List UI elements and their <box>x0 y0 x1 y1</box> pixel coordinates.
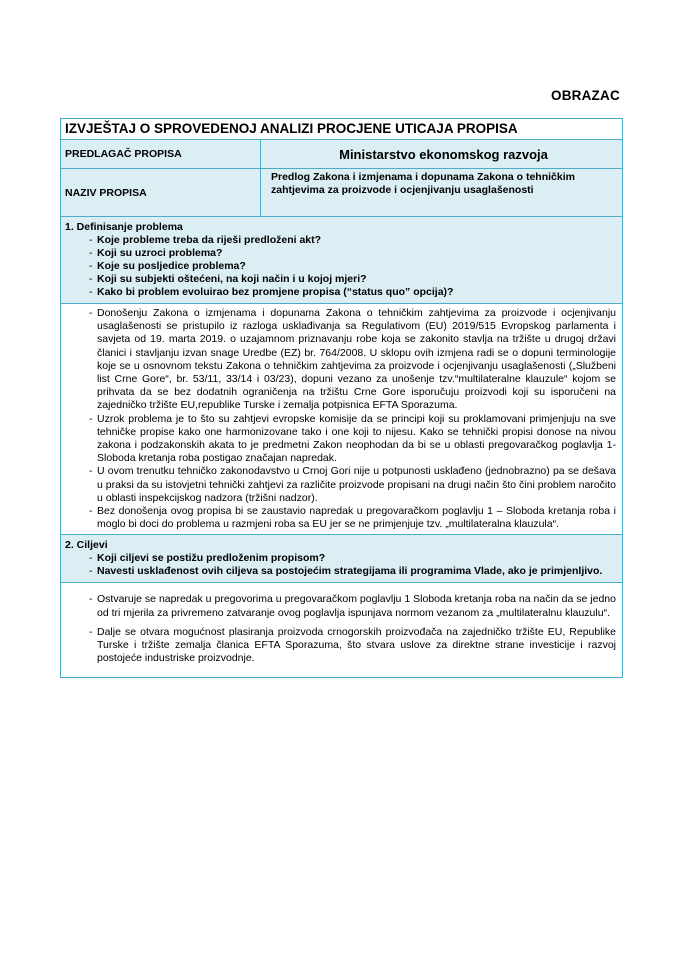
section2-questions <box>65 552 622 578</box>
section1-answer: - Bez donošenja ovog propisa bi se zaustavio napredak u pregovaračkom poglavlju 1 – Sloboda kretanja roba i moglo bi doci do problema u razmjeni roba sa EU jer se ne primjenjuje tzv. „multilateralna klauzula“. <box>65 505 616 531</box>
section1-question: - Koje probleme treba da riješi predloženi akt? <box>65 234 622 247</box>
title-row <box>61 119 623 140</box>
proposer-label: PREDLAGAČ PROPISA <box>61 140 261 169</box>
section1-body-row <box>61 304 623 535</box>
section1-question: - Koji su uzroci problema? <box>65 247 622 260</box>
section1-title: 1. Definisanje problema <box>65 221 183 233</box>
section2-answer-list <box>65 593 616 665</box>
section1-answer-list <box>65 307 616 531</box>
section1-header <box>61 217 623 304</box>
section2-question: - Navesti usklađenost ovih ciljeva sa postojećim strategijama ili programima Vlade, ako je primjenljivo. <box>65 565 622 578</box>
regulation-name-value: Predlog Zakona i izmjenama i dopunama Zakona o tehničkim zahtjevima za proizvode i ocjenjivanju usaglašenosti <box>261 169 623 217</box>
section2-answer: - Ostvaruje se napredak u pregovorima u pregovaračkom poglavlju 1 Sloboda kretanja roba na način da se jedno od tri mjerila za privremeno zatvaranje ovog poglavlja ispunjava normom vezanom za „multilateralnu klauzulu“. <box>65 593 616 619</box>
regulation-name-row <box>61 169 623 217</box>
section2-question: - Koji ciljevi se postižu predloženim propisom? <box>65 552 622 565</box>
section1-header-row <box>61 217 623 304</box>
section1-answers <box>61 304 623 535</box>
section1-answer: - Donošenju Zakona o izmjenama i dopunama Zakona o tehničkim zahtjevima za proizvode i ocjenjivanju usaglašenosti se pristupilo iz razloga usklađivanja sa Regulativom (EU) 2019/515 Evropskog parlamenta i savjeta od 19. marta 2019. o uzajamnom priznavanju robe koja se zakonito stavlja na tržište u drugoj državi članici i stavljanju izvan snage Uredbe (EZ) br. 764/2008. U sklopu ovih izmjena radi se o dopuni terminologije koje se u osnovnom tekstu Zakona o tehničkim zahtjevima za proizvode i ocjenjivanju usaglašenosti („Službeni list Crne Gore“, br. 53/11, 33/14 i 03/23), dopuni vezano za unošenje tzv.“multilateralne klauzule“ kojom se prihvata da se bez dodatnih ograničenja na tržištu Crne Gore isporučuju proizvodi koji su isporučeni na zajedničko tržište EU,republike Turske i zemalja potpisnica EFTA Sporazuma. <box>65 307 616 413</box>
section2-answers <box>61 583 623 678</box>
proposer-value: Ministarstvo ekonomskog razvoja <box>261 140 623 169</box>
section1-question: - Kako bi problem evoluirao bez promjene propisa (“status quo” opcija)? <box>65 286 622 299</box>
section2-answer: - Dalje se otvara mogućnost plasiranja proizvoda crnogorskih proizvođača na zajedničko tržište EU, Republike Turske i tržište zemalja članica EFTA Sporazuma, što stvara uslove za direktne strane investicije i razvoj postojeće industriske proizvodnje. <box>65 626 616 666</box>
regulation-name-label: NAZIV PROPISA <box>61 169 261 217</box>
section2-header <box>61 535 623 583</box>
ria-report-table <box>60 118 623 678</box>
report-title: IZVJEŠTAJ O SPROVEDENOJ ANALIZI PROCJENE UTICAJA PROPISA <box>61 119 623 140</box>
form-code: OBRAZAC <box>551 88 620 103</box>
section1-question: - Koji su subjekti oštećeni, na koji način i u kojoj mjeri? <box>65 273 622 286</box>
section1-answer: - Uzrok problema je to što su zahtjevi evropske komisije da se principi koji su proklamovani primjenjuju na sve tehničke propise kako one harmonizovane tako i one koji to nijesu. Kako se tehnički propisi donose na nivou zakona i podzakonskih akata to je predmetni Zakon neophodan da bi se u oblasti pregovaračkog poglavlja 1-Sloboda kretanja roba postigao značajan napredak. <box>65 413 616 466</box>
section2-body-row <box>61 583 623 678</box>
section1-question: - Koje su posljedice problema? <box>65 260 622 273</box>
section1-questions <box>65 234 622 299</box>
proposer-row <box>61 140 623 169</box>
section2-title: 2. Ciljevi <box>65 539 108 552</box>
section1-answer: - U ovom trenutku tehničko zakonodavstvo u Crnoj Gori nije u potpunosti usklađeno (jednobrazno) pa se dešava u praksi da su istovjetni tehnički zahtjevi za različite proizvode propisani na drugi način što čini problem naročito u oblasti inspekcijskog nadzora (tržišni nadzor). <box>65 465 616 505</box>
section2-header-row <box>61 535 623 583</box>
